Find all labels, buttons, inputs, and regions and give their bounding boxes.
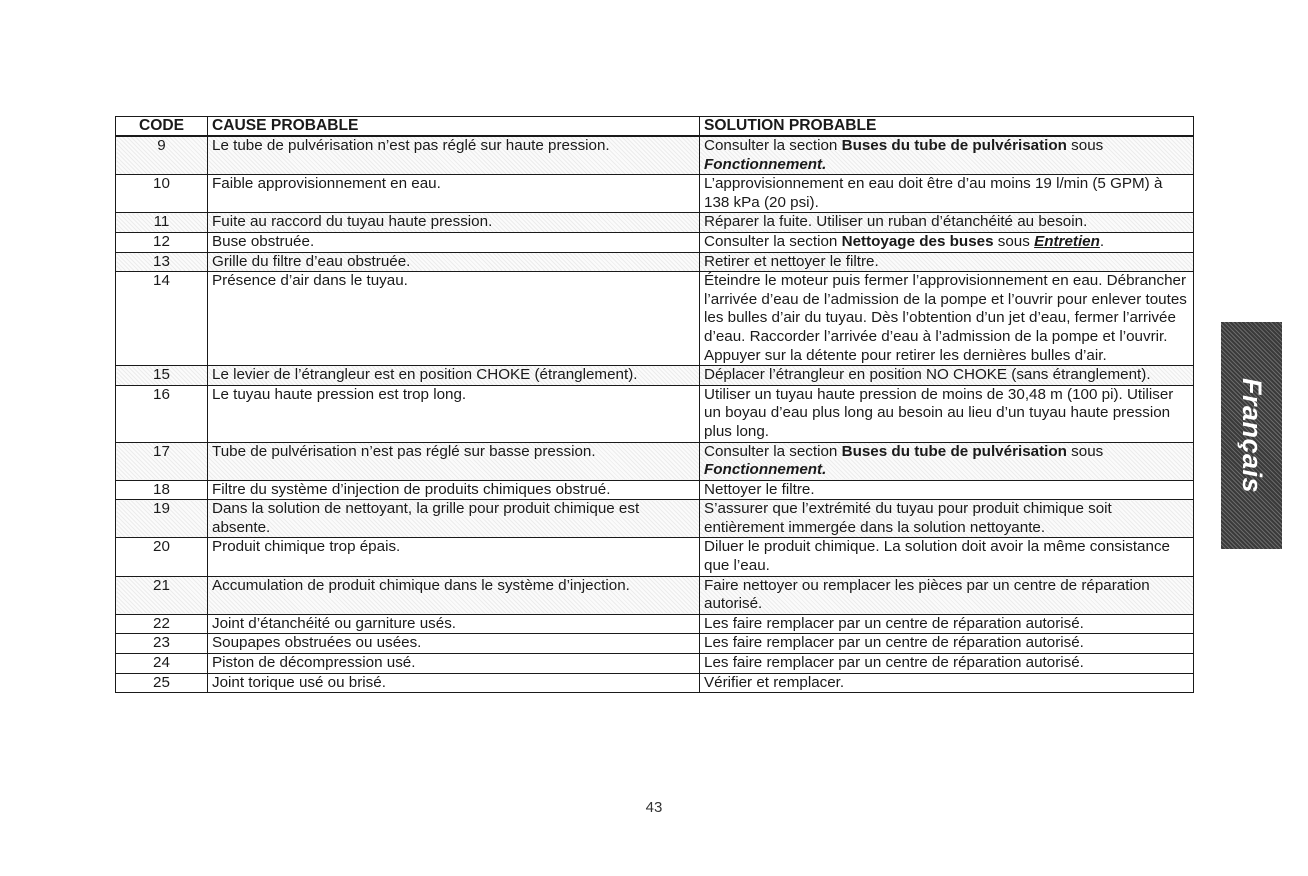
solution-text: Utiliser un tuyau haute pression de moins de 30,48 m (100 pi). Utiliser un boyau d’eau plus long au besoin au lieu d’un tuyau haute pression plus long. xyxy=(704,385,1174,440)
code-cell: 15 xyxy=(116,366,208,386)
solution-cell xyxy=(700,175,1194,213)
solution-cell xyxy=(700,500,1194,538)
solution-text: Faire nettoyer ou remplacer les pièces par un centre de réparation autorisé. xyxy=(704,576,1150,613)
solution-text: sous xyxy=(1066,137,1104,154)
solution-text: Consulter la section xyxy=(704,442,842,460)
table-row xyxy=(116,252,1194,272)
solution-text: S’assurer que l’extrémité du tuyau pour produit chimique soit entièrement immergée dans la solution nettoyante. xyxy=(704,500,1112,536)
table-row xyxy=(116,500,1194,538)
table-body xyxy=(116,136,1194,693)
code-cell: 23 xyxy=(116,634,208,654)
page-number: 43 xyxy=(645,799,663,816)
solution-text: sous xyxy=(1066,442,1104,460)
cause-cell: Accumulation de produit chimique dans le système d’injection. xyxy=(208,576,700,614)
cause-cell: Filtre du système d’injection de produits chimiques obstrué. xyxy=(208,480,700,500)
solution-cell xyxy=(700,385,1194,442)
solution-text: Déplacer l’étrangleur en position NO CHOKE (sans étranglement). xyxy=(704,366,1151,384)
table-row xyxy=(116,442,1194,480)
solution-cell xyxy=(700,654,1194,674)
code-cell: 24 xyxy=(116,654,208,674)
table-row xyxy=(116,272,1194,366)
cause-cell: Tube de pulvérisation n’est pas réglé sur basse pression. xyxy=(208,442,700,480)
table-row xyxy=(116,232,1194,252)
code-cell: 13 xyxy=(116,252,208,272)
language-tab xyxy=(1221,322,1282,549)
code-cell: 14 xyxy=(116,272,208,366)
table-row xyxy=(116,654,1194,674)
code-cell: 19 xyxy=(116,500,208,538)
cause-cell: Dans la solution de nettoyant, la grille pour produit chimique est absente. xyxy=(208,500,700,538)
table-row xyxy=(116,576,1194,614)
header-code: CODE xyxy=(116,117,208,137)
solution-cell xyxy=(700,232,1194,252)
solution-emphasis: Fonctionnement. xyxy=(704,155,827,173)
cause-cell: Piston de décompression usé. xyxy=(208,654,700,674)
solution-text: sous xyxy=(993,232,1035,250)
solution-cell xyxy=(700,480,1194,500)
solution-emphasis: Fonctionnement. xyxy=(704,461,827,479)
cause-cell: Produit chimique trop épais. xyxy=(208,538,700,576)
solution-cell xyxy=(700,366,1194,386)
table-row xyxy=(116,385,1194,442)
table-row xyxy=(116,614,1194,634)
solution-text: Éteindre le moteur puis fermer l’approvisionnement en eau. Débrancher l’arrivée d’eau de l’admission de la pompe et l’ouvrir pour enlever toutes les bulles d’air du tuyau. Dès l’obtention d’un jet d’eau, fermer l’arrivée d’eau. Raccorder l’arrivée d’eau à l’admission de la pompe et l’ouvrir. Appuyer sur la détente pour retirer les dernières bulles d’air. xyxy=(704,272,1187,364)
cause-cell: Fuite au raccord du tuyau haute pression. xyxy=(208,213,700,233)
language-tab-label: Français xyxy=(1237,377,1267,494)
code-cell: 12 xyxy=(116,232,208,252)
table-row xyxy=(116,366,1194,386)
solution-cell xyxy=(700,136,1194,175)
solution-text: Les faire remplacer par un centre de réparation autorisé. xyxy=(704,634,1084,652)
solution-cell xyxy=(700,614,1194,634)
solution-text: Diluer le produit chimique. La solution doit avoir la même consistance que l’eau. xyxy=(704,538,1170,575)
code-cell: 11 xyxy=(116,213,208,233)
code-cell: 21 xyxy=(116,576,208,614)
code-cell: 9 xyxy=(116,136,208,175)
table-row xyxy=(116,634,1194,654)
table-row xyxy=(116,136,1194,175)
solution-text: Réparer la fuite. Utiliser un ruban d’étanchéité au besoin. xyxy=(704,213,1088,231)
solution-text: Les faire remplacer par un centre de réparation autorisé. xyxy=(704,614,1084,632)
code-cell: 22 xyxy=(116,614,208,634)
solution-text: Les faire remplacer par un centre de réparation autorisé. xyxy=(704,654,1084,672)
cause-cell: Joint d’étanchéité ou garniture usés. xyxy=(208,614,700,634)
table-row xyxy=(116,480,1194,500)
solution-cell xyxy=(700,213,1194,233)
code-cell: 17 xyxy=(116,442,208,480)
table-header-row xyxy=(116,117,1194,137)
code-cell: 18 xyxy=(116,480,208,500)
solution-cell xyxy=(700,634,1194,654)
cause-cell: Buse obstruée. xyxy=(208,232,700,252)
cause-cell: Grille du filtre d’eau obstruée. xyxy=(208,252,700,272)
code-cell: 10 xyxy=(116,175,208,213)
solution-cell xyxy=(700,673,1194,693)
solution-text: Retirer et nettoyer le filtre. xyxy=(704,252,879,270)
solution-cell xyxy=(700,576,1194,614)
table-row xyxy=(116,213,1194,233)
code-cell: 25 xyxy=(116,673,208,693)
solution-cell xyxy=(700,538,1194,576)
troubleshooting-table xyxy=(115,116,1194,693)
solution-text: Consulter la section xyxy=(704,137,842,154)
cause-cell: Présence d’air dans le tuyau. xyxy=(208,272,700,366)
cause-cell: Faible approvisionnement en eau. xyxy=(208,175,700,213)
solution-text: Nettoyer le filtre. xyxy=(704,480,815,498)
solution-emphasis: Buses du tube de pulvérisation xyxy=(841,442,1067,460)
solution-emphasis: Buses du tube de pulvérisation xyxy=(841,137,1067,154)
cause-cell: Le levier de l’étrangleur est en position CHOKE (étranglement). xyxy=(208,366,700,386)
table-row xyxy=(116,175,1194,213)
solution-cell xyxy=(700,442,1194,480)
cause-cell: Le tuyau haute pression est trop long. xyxy=(208,385,700,442)
code-cell: 16 xyxy=(116,385,208,442)
solution-text: Vérifier et remplacer. xyxy=(704,673,845,691)
cause-cell: Le tube de pulvérisation n’est pas réglé sur haute pression. xyxy=(208,136,700,175)
solution-emphasis: Entretien xyxy=(1034,232,1100,250)
header-cause: CAUSE PROBABLE xyxy=(208,117,700,137)
cause-cell: Joint torique usé ou brisé. xyxy=(208,673,700,693)
solution-emphasis: Nettoyage des buses xyxy=(841,232,994,250)
solution-text: . xyxy=(1099,232,1105,250)
table-row xyxy=(116,538,1194,576)
cause-cell: Soupapes obstruées ou usées. xyxy=(208,634,700,654)
code-cell: 20 xyxy=(116,538,208,576)
table-row xyxy=(116,673,1194,693)
solution-text: Consulter la section xyxy=(704,232,842,250)
solution-text: L’approvisionnement en eau doit être d’au moins 19 l/min (5 GPM) à 138 kPa (20 psi). xyxy=(704,175,1163,211)
solution-cell xyxy=(700,252,1194,272)
solution-cell xyxy=(700,272,1194,366)
header-solution: SOLUTION PROBABLE xyxy=(700,117,1194,137)
